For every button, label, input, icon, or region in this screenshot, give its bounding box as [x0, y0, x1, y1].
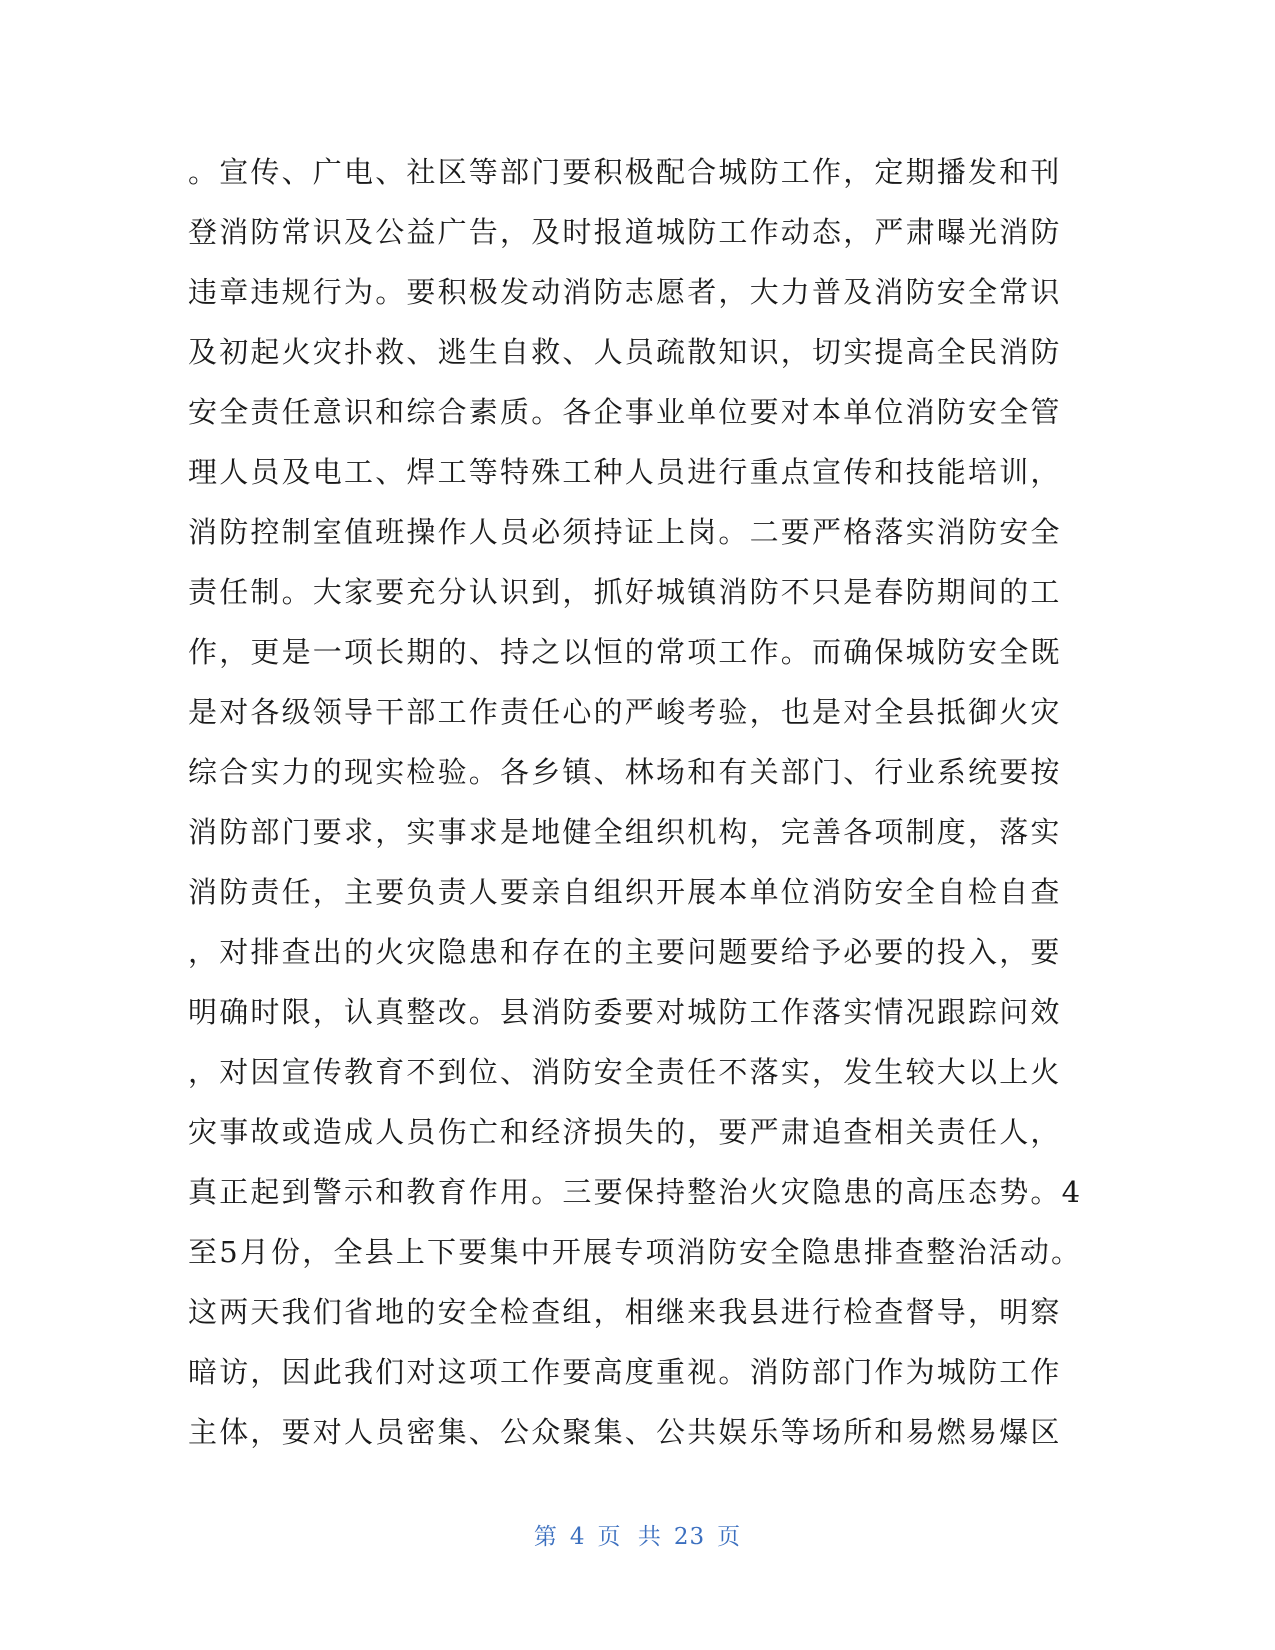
page-number: 4 — [569, 1524, 586, 1550]
text-line: 消防责任，主要负责人要亲自组织开展本单位消防安全自检自查 — [188, 875, 1062, 909]
footer-middle: 页 共 — [597, 1524, 662, 1550]
text-line: 安全责任意识和综合素质。各企事业单位要对本单位消防安全管 — [188, 395, 1062, 429]
total-pages: 23 — [673, 1524, 706, 1550]
text-line: 违章违规行为。要积极发动消防志愿者，大力普及消防安全常识 — [188, 275, 1062, 309]
text-line: ，对排查出的火灾隐患和存在的主要问题要给予必要的投入，要 — [188, 935, 1062, 969]
text-line: 消防控制室值班操作人员必须持证上岗。二要严格落实消防安全 — [188, 515, 1062, 549]
text-line: ，对因宣传教育不到位、消防安全责任不落实，发生较大以上火 — [188, 1055, 1062, 1089]
text-line: 登消防常识及公益广告，及时报道城防工作动态，严肃曝光消防 — [188, 215, 1062, 249]
text-line: 这两天我们省地的安全检查组，相继来我县进行检查督导，明察 — [188, 1295, 1062, 1329]
body-text — [188, 142, 1088, 1462]
text-line: 。宣传、广电、社区等部门要积极配合城防工作，定期播发和刊 — [188, 155, 1062, 189]
page-footer — [0, 1518, 1275, 1551]
text-line: 灾事故或造成人员伤亡和经济损失的，要严肃追查相关责任人， — [188, 1115, 1062, 1149]
text-line: 理人员及电工、焊工等特殊工种人员进行重点宣传和技能培训， — [188, 455, 1062, 489]
text-line: 责任制。大家要充分认识到，抓好城镇消防不只是春防期间的工 — [188, 575, 1062, 609]
text-line: 真正起到警示和教育作用。三要保持整治火灾隐患的高压态势。4 — [188, 1175, 1083, 1209]
text-line: 作，更是一项长期的、持之以恒的常项工作。而确保城防安全既 — [188, 635, 1062, 669]
text-line: 明确时限，认真整改。县消防委要对城防工作落实情况跟踪问效 — [188, 995, 1062, 1029]
text-line: 及初起火灾扑救、逃生自救、人员疏散知识，切实提高全民消防 — [188, 335, 1062, 369]
text-line: 消防部门要求，实事求是地健全组织机构，完善各项制度，落实 — [188, 815, 1062, 849]
text-line: 主体，要对人员密集、公众聚集、公共娱乐等场所和易燃易爆区 — [188, 1415, 1062, 1449]
text-line: 至5月份，全县上下要集中开展专项消防安全隐患排查整治活动。 — [188, 1235, 1083, 1269]
text-line: 综合实力的现实检验。各乡镇、林场和有关部门、行业系统要按 — [188, 755, 1062, 789]
footer-prefix: 第 — [533, 1524, 558, 1550]
text-line: 暗访，因此我们对这项工作要高度重视。消防部门作为城防工作 — [188, 1355, 1062, 1389]
footer-suffix: 页 — [717, 1524, 742, 1550]
text-line: 是对各级领导干部工作责任心的严峻考验，也是对全县抵御火灾 — [188, 695, 1062, 729]
